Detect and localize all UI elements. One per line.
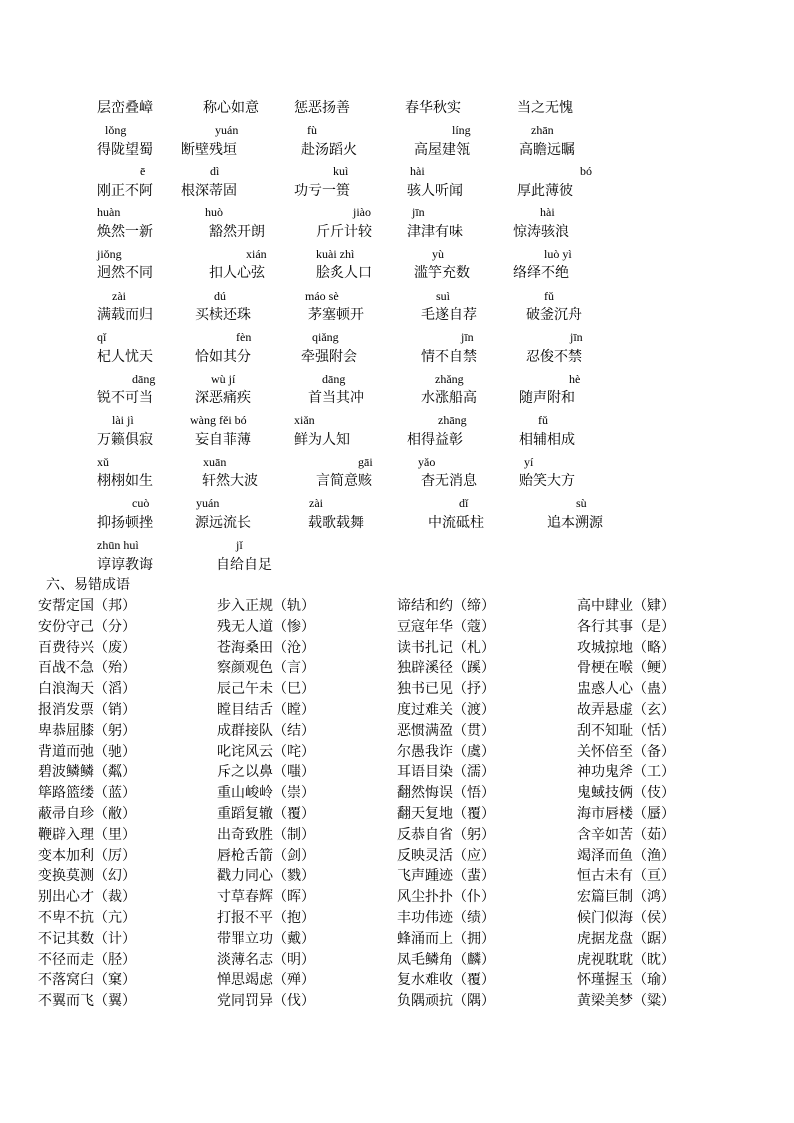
pinyin-annotation: lài jì [112,413,134,427]
error-idiom-entry: 斥之以鼻（嗤） [217,764,315,780]
pinyin-annotation: huò [205,205,223,219]
error-idiom-entry: 背道而弛（驰） [38,744,136,760]
idiom-word: 首当其冲 [308,390,364,406]
error-idiom-entry: 带罪立功（戴） [217,931,315,947]
pinyin-annotation: hài [540,205,555,219]
pinyin-annotation: yù [432,247,444,261]
error-idiom-entry: 蜂涌而上（拥） [397,931,495,947]
pinyin-annotation: dì [210,164,220,178]
pinyin-annotation: yǎo [418,455,436,469]
error-idiom-entry: 竭泽而鱼（渔） [577,848,675,864]
idiom-word: 称心如意 [203,100,259,116]
idiom-word: 毛遂自荐 [421,307,477,323]
error-idiom-entry: 不翼而飞（翼） [38,993,136,1009]
idiom-word: 源远流长 [195,515,251,531]
pinyin-annotation: fǔ [538,413,548,427]
idiom-word: 杳无消息 [421,473,477,489]
idiom-word: 高瞻远瞩 [519,142,575,158]
error-idiom-entry: 故弄悬虚（玄） [577,702,675,718]
idiom-word: 妄自菲薄 [195,432,251,448]
pinyin-annotation: jiào [353,205,371,219]
idiom-word: 深恶痛疾 [195,390,251,406]
idiom-word: 骇人听闻 [407,183,463,199]
pinyin-annotation: dāng [132,372,156,386]
error-idiom-entry: 重山峻岭（崇） [217,785,315,801]
idiom-word: 津津有味 [407,224,463,240]
error-idiom-entry: 鞭辟入理（里） [38,827,136,843]
error-idiom-entry: 打报不平（抱） [217,910,315,926]
idiom-word: 追本溯源 [547,515,603,531]
error-idiom-entry: 凤毛鳞角（麟） [397,952,495,968]
pinyin-annotation: kuài zhì [316,247,355,261]
error-idiom-entry: 耳语目染（濡） [397,764,495,780]
pinyin-annotation: xiǎn [294,413,315,427]
pinyin-annotation: fèn [236,330,252,344]
idiom-word: 得陇望蜀 [97,142,153,158]
idiom-word: 脍炙人口 [316,265,372,281]
error-idiom-entry: 党同罚异（伐） [217,993,315,1009]
pinyin-annotation: wù jí [211,372,236,386]
idiom-word: 络绎不绝 [513,265,569,281]
pinyin-annotation: bó [580,164,592,178]
idiom-word: 断壁残垣 [181,142,237,158]
pinyin-annotation: zài [309,496,323,510]
pinyin-annotation: hài [410,164,425,178]
idiom-word: 谆谆教诲 [97,557,153,573]
error-idiom-entry: 翻天复地（覆） [397,806,495,822]
idiom-word: 自给自足 [216,557,272,573]
error-idiom-entry: 残无人道（惨） [217,619,315,635]
error-idiom-entry: 关怀倍至（备） [577,744,675,760]
error-idiom-entry: 寸草春辉（晖） [217,889,315,905]
idiom-word: 万籁俱寂 [97,432,153,448]
idiom-word: 迥然不同 [97,265,153,281]
error-idiom-entry: 负隅顽抗（隅） [397,993,495,1009]
error-idiom-entry: 海市唇楼（蜃） [577,806,675,822]
error-idiom-entry: 变换莫测（幻） [38,868,136,884]
idiom-word: 破釜沉舟 [526,307,582,323]
error-idiom-entry: 变本加利（厉） [38,848,136,864]
idiom-word: 当之无愧 [517,100,573,116]
error-idiom-entry: 白浪淘天（滔） [38,681,136,697]
error-idiom-entry: 独书已见（抒） [397,681,495,697]
pinyin-annotation: zhūn huì [97,538,139,552]
pinyin-annotation: jiǒng [97,247,122,261]
idiom-word: 茅塞顿开 [308,307,364,323]
idiom-word: 中流砥柱 [428,515,484,531]
error-idiom-entry: 高中肆业（肄） [577,598,675,614]
error-idiom-entry: 各行其事（是） [577,619,675,635]
idiom-word: 忍俊不禁 [526,349,582,365]
error-idiom-entry: 含辛如苦（茹） [577,827,675,843]
idiom-word: 斤斤计较 [316,224,372,240]
pinyin-annotation: yuán [196,496,220,510]
error-idiom-entry: 蔽帚自珍（敝） [38,806,136,822]
error-idiom-entry: 步入正规（轨） [217,598,315,614]
pinyin-annotation: jīn [461,330,474,344]
idiom-word: 春华秋实 [405,100,461,116]
error-idiom-entry: 翻然悔误（悟） [397,785,495,801]
pinyin-annotation: zhǎng [435,372,464,386]
error-idiom-entry: 虎视耽耽（眈） [577,952,675,968]
error-idiom-entry: 不记其数（计） [38,931,136,947]
pinyin-annotation: líng [452,123,471,137]
pinyin-annotation: zài [112,289,126,303]
error-idiom-entry: 豆寇年华（蔻） [397,619,495,635]
error-idiom-entry: 成群接队（结） [217,723,315,739]
idiom-word: 抑扬顿挫 [97,515,153,531]
error-idiom-entry: 怀瑾握玉（瑜） [577,972,675,988]
pinyin-annotation: fǔ [544,289,554,303]
error-idiom-entry: 安份守己（分） [38,619,136,635]
idiom-word: 相辅相成 [519,432,575,448]
error-idiom-entry: 安帮定国（邦） [38,598,136,614]
error-idiom-entry: 恒古未有（亘） [577,868,675,884]
error-idiom-entry: 尔愚我诈（虞） [397,744,495,760]
pinyin-annotation: hè [569,372,581,386]
error-idiom-entry: 淡薄名志（明） [217,952,315,968]
error-idiom-entry: 反恭自省（躬） [397,827,495,843]
idiom-word: 惩恶扬善 [294,100,350,116]
idiom-word: 情不自禁 [421,349,477,365]
pinyin-annotation: suì [436,289,451,303]
pinyin-annotation: ē [140,164,146,178]
error-idiom-entry: 候门似海（侯） [577,910,675,926]
pinyin-annotation: máo sè [305,289,339,303]
idiom-word: 随声附和 [519,390,575,406]
idiom-word: 厚此薄彼 [517,183,573,199]
idiom-word: 赴汤蹈火 [301,142,357,158]
pinyin-annotation: yí [524,455,534,469]
pinyin-annotation: qiǎng [312,330,339,344]
idiom-word: 相得益彰 [407,432,463,448]
section-heading: 六、易错成语 [46,577,130,593]
idiom-word: 恰如其分 [195,349,251,365]
idiom-word: 满载而归 [97,307,153,323]
idiom-word: 层峦叠嶂 [97,100,153,116]
error-idiom-entry: 谛结和约（缔） [397,598,495,614]
pinyin-annotation: qǐ [97,330,107,344]
error-idiom-entry: 重蹈复辙（覆） [217,806,315,822]
error-idiom-entry: 复水难收（覆） [397,972,495,988]
pinyin-annotation: zhān [531,123,554,137]
pinyin-annotation: lǒng [105,123,127,137]
pinyin-annotation: xián [246,247,267,261]
error-idiom-entry: 百费待兴（废） [38,640,136,656]
error-idiom-entry: 飞声踵迹（蜚） [397,868,495,884]
pinyin-annotation: fù [307,123,317,137]
idiom-word: 惊涛骇浪 [513,224,569,240]
idiom-word: 刚正不阿 [97,183,153,199]
error-idiom-entry: 戳力同心（戮） [217,868,315,884]
error-idiom-entry: 反映灵活（应） [397,848,495,864]
error-idiom-entry: 度过难关（渡） [397,702,495,718]
idiom-word: 载歌载舞 [308,515,364,531]
idiom-word: 高屋建瓴 [414,142,470,158]
pinyin-annotation: xǔ [97,455,109,469]
error-idiom-entry: 惮思竭虑（殚） [217,972,315,988]
error-idiom-entry: 鬼蜮技俩（伎） [577,785,675,801]
idiom-word: 豁然开朗 [209,224,265,240]
idiom-word: 买椟还珠 [195,307,251,323]
error-idiom-entry: 刮不知耻（恬） [577,723,675,739]
error-idiom-entry: 苍海桑田（沧） [217,640,315,656]
pinyin-annotation: sù [576,496,587,510]
error-idiom-entry: 不径而走（胫） [38,952,136,968]
error-idiom-entry: 辰己午未（巳） [217,681,315,697]
idiom-word: 杞人忧天 [97,349,153,365]
error-idiom-entry: 盅惑人心（蛊） [577,681,675,697]
error-idiom-entry: 别出心才（裁） [38,889,136,905]
error-idiom-entry: 卑恭屈膝（躬） [38,723,136,739]
pinyin-annotation: yuán [215,123,239,137]
error-idiom-entry: 不卑不抗（亢） [38,910,136,926]
error-idiom-entry: 恶惯满盈（贯） [397,723,495,739]
pinyin-annotation: dāng [322,372,346,386]
pinyin-annotation: wàng fěi bó [190,413,247,427]
pinyin-annotation: jīn [570,330,583,344]
error-idiom-entry: 神功鬼斧（工） [577,764,675,780]
pinyin-annotation: jīn [412,205,425,219]
pinyin-annotation: luò yì [544,247,572,261]
idiom-word: 牵强附会 [301,349,357,365]
error-idiom-entry: 叱诧风云（咤） [217,744,315,760]
error-idiom-entry: 碧波鳞鳞（粼） [38,764,136,780]
error-idiom-entry: 风尘扑扑（仆） [397,889,495,905]
pinyin-annotation: zhāng [438,413,467,427]
idiom-word: 滥竽充数 [414,265,470,281]
pinyin-annotation: gāi [358,455,373,469]
error-idiom-entry: 筚路篮缕（蓝） [38,785,136,801]
error-idiom-entry: 读书扎记（札） [397,640,495,656]
idiom-word: 鲜为人知 [294,432,350,448]
idiom-word: 水涨船高 [421,390,477,406]
error-idiom-entry: 唇枪舌箭（剑） [217,848,315,864]
idiom-word: 根深蒂固 [181,183,237,199]
error-idiom-entry: 瞠目结舌（瞠） [217,702,315,718]
error-idiom-entry: 骨梗在喉（鲠） [577,660,675,676]
pinyin-annotation: kuì [333,164,349,178]
pinyin-annotation: dú [214,289,226,303]
idiom-word: 焕然一新 [97,224,153,240]
error-idiom-entry: 独辟溪径（蹊） [397,660,495,676]
pinyin-annotation: jǐ [236,538,243,552]
error-idiom-entry: 黄梁美梦（粱） [577,993,675,1009]
idiom-word: 言简意赅 [316,473,372,489]
idiom-word: 贻笑大方 [519,473,575,489]
pinyin-annotation: xuān [203,455,227,469]
pinyin-annotation: dǐ [459,496,469,510]
error-idiom-entry: 丰功伟迹（绩） [397,910,495,926]
pinyin-annotation: cuò [132,496,150,510]
idiom-word: 扣人心弦 [209,265,265,281]
error-idiom-entry: 虎据龙盘（踞） [577,931,675,947]
idiom-word: 锐不可当 [97,390,153,406]
error-idiom-entry: 报消发票（销） [38,702,136,718]
error-idiom-entry: 出奇致胜（制） [217,827,315,843]
error-idiom-entry: 宏篇巨制（鸿） [577,889,675,905]
idiom-word: 轩然大波 [202,473,258,489]
idiom-word: 栩栩如生 [97,473,153,489]
idiom-word: 功亏一篑 [294,183,350,199]
error-idiom-entry: 百战不急（殆） [38,660,136,676]
pinyin-annotation: huàn [97,205,121,219]
error-idiom-entry: 攻城掠地（略） [577,640,675,656]
error-idiom-entry: 察颜观色（言） [217,660,315,676]
error-idiom-entry: 不落窝臼（窠） [38,972,136,988]
